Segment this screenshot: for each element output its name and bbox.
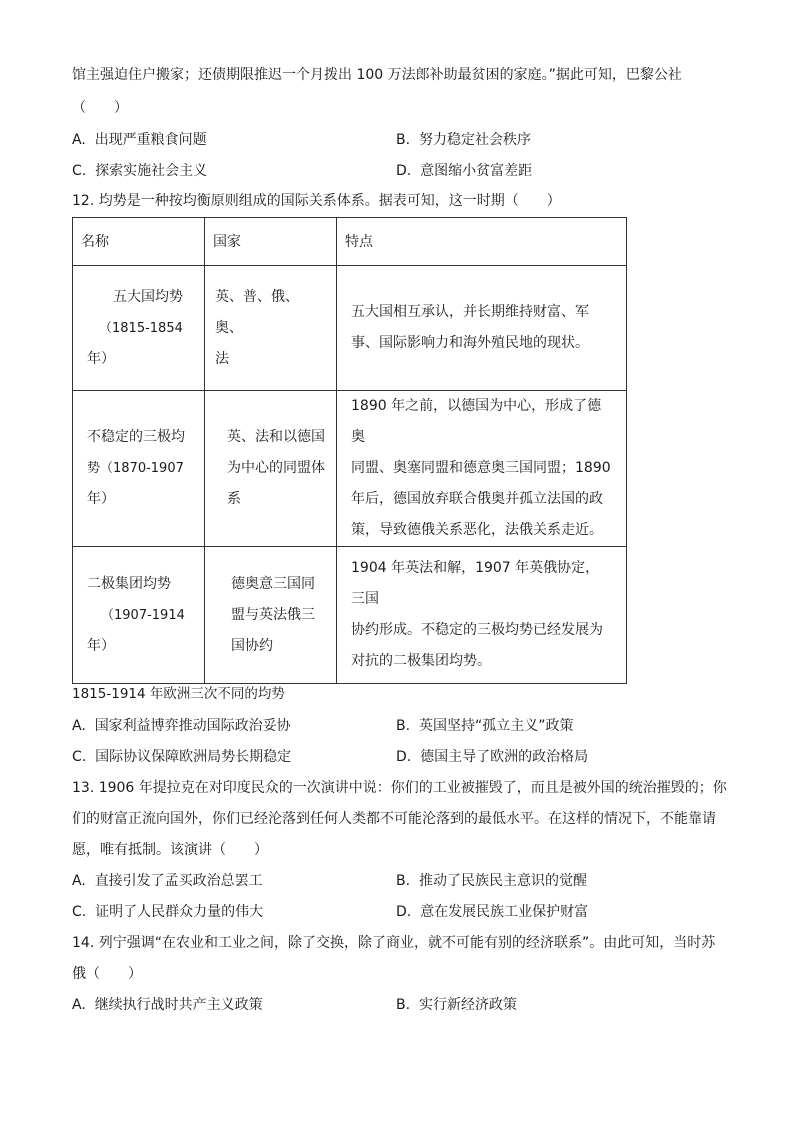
table-header-row: [73, 218, 627, 266]
q12-table-caption: 1815-1914 年欧洲三次不同的均势: [72, 686, 285, 702]
row2-country: 英、法和以德国 为中心的同盟体 系: [205, 391, 337, 547]
header-name: 名称: [73, 218, 205, 266]
q11-option-c: C. 探索实施社会主义: [72, 163, 208, 179]
row2-feature: 1890 年之前，以德国为中心，形成了德奥 同盟、奥塞同盟和德意奥三国同盟；1890 年后，德国放弃联合俄奥并孤立法国的政 策，导致德俄关系恶化，法俄关系走近。: [337, 391, 627, 547]
q11-stem-line-2: （ ）: [72, 100, 128, 116]
q13-stem-line-2: 们的财富正流向国外，你们已经沦落到任何人类都不可能沦落到的最低水平。在这样的情况下，不能靠请: [72, 811, 716, 827]
q14-stem-line-2: 俄（ ）: [72, 966, 142, 982]
row1-name: 五大国均势 （1815-1854 年）: [73, 266, 205, 391]
q14-option-a: A. 继续执行战时共产主义政策: [72, 997, 263, 1013]
q13-option-a: A. 直接引发了孟买政治总罢工: [72, 873, 263, 889]
row3-name: 二极集团均势 （1907-1914 年）: [73, 547, 205, 684]
q12-option-d: D. 德国主导了欧洲的政治格局: [396, 749, 589, 765]
row2-name: 不稳定的三极均 势（1870-1907 年）: [73, 391, 205, 547]
q13-stem-line-1: 13. 1906 年提拉克在对印度民众的一次演讲中说：你们的工业被摧毁了，而且是被外国的统治摧毁的；你: [72, 780, 727, 796]
header-country: 国家: [205, 218, 337, 266]
q12-option-c: C. 国际协议保障欧洲局势长期稳定: [72, 749, 292, 765]
q11-stem-line-1: 馆主强迫住户搬家；还债期限推迟一个月拨出 100 万法郎补助最贫困的家庭。”据此可知，巴黎公社: [72, 67, 682, 83]
q13-stem-line-3: 愿，唯有抵制。该演讲（ ）: [72, 842, 268, 858]
q13-option-c: C. 证明了人民群众力量的伟大: [72, 904, 264, 920]
q12-option-a: A. 国家利益博弈推动国际政治妥协: [72, 718, 291, 734]
q13-option-d: D. 意在发展民族工业保护财富: [396, 904, 589, 920]
q11-option-d: D. 意图缩小贫富差距: [396, 163, 533, 179]
header-feature: 特点: [337, 218, 627, 266]
q12-stem: 12. 均势是一种按均衡原则组成的国际关系体系。据表可知，这一时期（ ）: [72, 193, 561, 209]
q14-option-b: B. 实行新经济政策: [396, 997, 517, 1013]
q11-option-a: A. 出现严重粮食问题: [72, 132, 207, 148]
q13-option-b: B. 推动了民族民主意识的觉醒: [396, 873, 587, 889]
table-row: [73, 391, 627, 547]
row3-feature: 1904 年英法和解，1907 年英俄协定，三国 协约形成。不稳定的三极均势已经发展为 对抗的二极集团均势。: [337, 547, 627, 684]
balance-of-power-table: [72, 217, 627, 684]
table-row: [73, 547, 627, 684]
row1-country: 英、普、俄、奥、 法: [205, 266, 337, 391]
table-row: [73, 266, 627, 391]
row3-country: 德奥意三国同 盟与英法俄三 国协约: [205, 547, 337, 684]
q12-option-b: B. 英国坚持“孤立主义”政策: [396, 718, 574, 734]
q11-option-b: B. 努力稳定社会秩序: [396, 132, 531, 148]
q14-stem-line-1: 14. 列宁强调“在农业和工业之间，除了交换，除了商业，就不可能有别的经济联系”。由此可知，当时苏: [72, 935, 716, 951]
row1-feature: 五大国相互承认，并长期维持财富、军 事、国际影响力和海外殖民地的现状。: [337, 266, 627, 391]
